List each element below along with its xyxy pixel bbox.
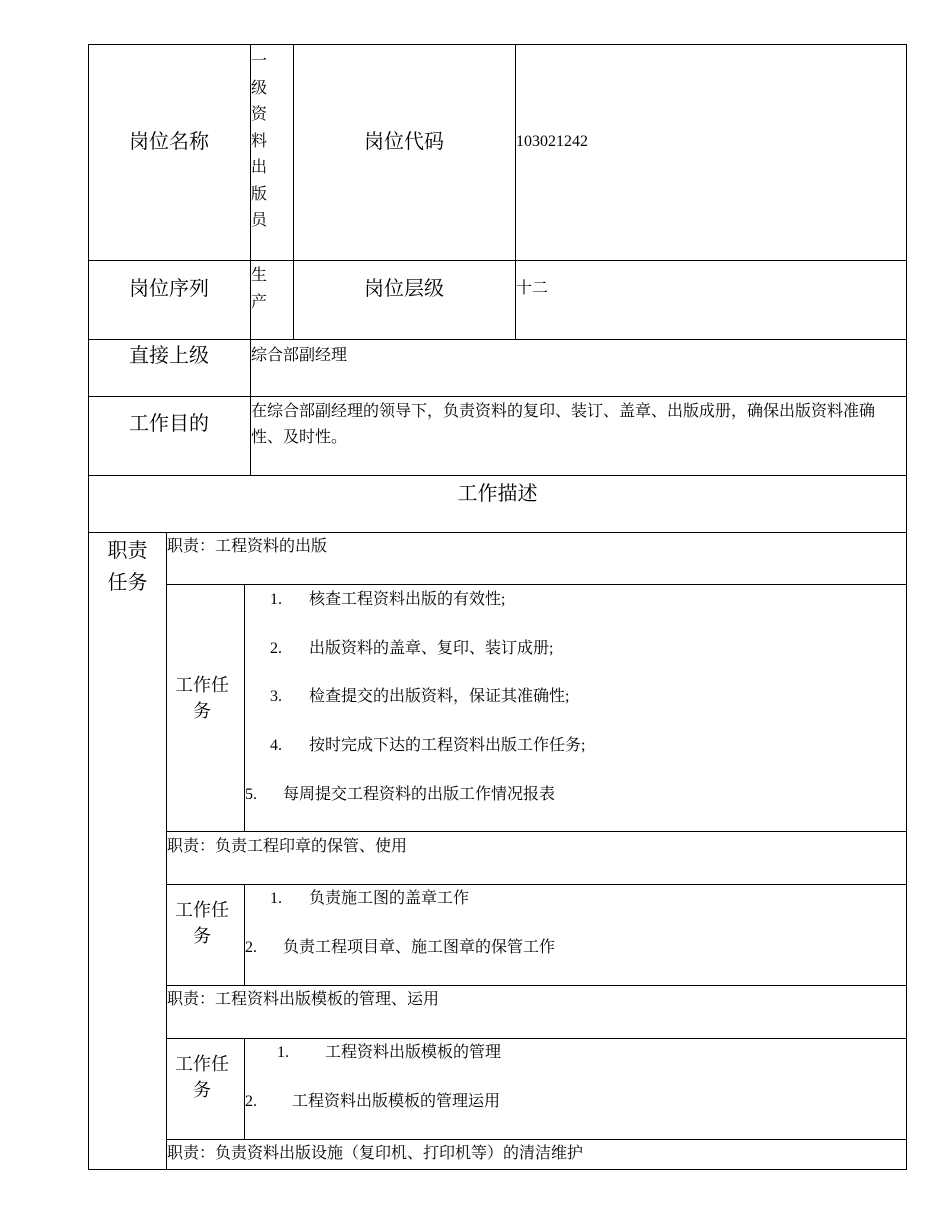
task-text: 出版资料的盖章、复印、装订成册; [309,640,554,657]
task-num: 2. [245,939,257,956]
grid-line [244,1038,245,1140]
purpose-value: 在综合部副经理的领导下，负责资料的复印、装订、盖章、出版成册，确保出版资料准确性、及时性。 [251,403,876,446]
task-text: 负责施工图的盖章工作 [309,890,470,907]
grid-line [88,475,907,476]
grid-line [166,831,907,832]
post-level-value: 十二 [516,280,549,297]
task-num: 1. [277,1044,289,1061]
task-text: 工程资料出版模板的管理 [325,1044,502,1061]
grid-line [166,985,907,986]
duty-title: 职责：工程资料出版模板的管理、运用 [167,991,440,1008]
task-num: 1. [270,890,282,907]
task-text: 负责工程项目章、施工图章的保管工作 [283,939,556,956]
post-series-label: 岗位序列 [129,278,209,300]
task-num: 3. [270,688,282,705]
post-code-value: 103021242 [516,133,588,150]
post-series-value: 生产 [251,267,268,311]
purpose-label: 工作目的 [129,413,209,435]
task-num: 5. [245,786,257,803]
post-code-label: 岗位代码 [364,131,444,153]
task-num: 1. [270,591,282,608]
grid-line [88,396,907,397]
duty-title: 职责：负责资料出版设施（复印机、打印机等）的清洁维护 [167,1145,584,1162]
task-text: 工程资料出版模板的管理运用 [292,1093,501,1110]
duties-label: 职责任务 [107,540,148,594]
grid-line [88,260,907,261]
task-num: 4. [270,737,282,754]
grid-line [88,44,907,45]
grid-line [88,1169,907,1170]
post-level-label: 岗位层级 [364,278,444,300]
task-text: 检查提交的出版资料，保证其准确性; [309,688,570,705]
grid-line [88,44,89,1170]
duty-title: 职责：工程资料的出版 [167,538,328,555]
grid-line [166,1139,907,1140]
task-text: 按时完成下达的工程资料出版工作任务; [309,737,586,754]
grid-line [166,1038,907,1039]
grid-line [166,884,907,885]
task-label: 工作任务 [175,675,229,721]
duty-title: 职责：负责工程印章的保管、使用 [167,838,408,855]
grid-line [906,44,907,1170]
grid-line [88,339,907,340]
task-text: 每周提交工程资料的出版工作情况报表 [283,786,556,803]
supervisor-label: 直接上级 [129,345,209,367]
post-name-label: 岗位名称 [129,131,209,153]
section-title: 工作描述 [457,483,538,505]
grid-line [166,584,907,585]
task-text: 核查工程资料出版的有效性; [309,591,506,608]
grid-line [244,884,245,986]
post-name-value: 一级资料出版员 [251,53,268,229]
task-num: 2. [270,640,282,657]
task-num: 2. [245,1093,257,1110]
task-label: 工作任务 [175,900,229,946]
grid-line [88,532,907,533]
supervisor-value: 综合部副经理 [251,347,348,364]
task-label: 工作任务 [175,1054,229,1100]
